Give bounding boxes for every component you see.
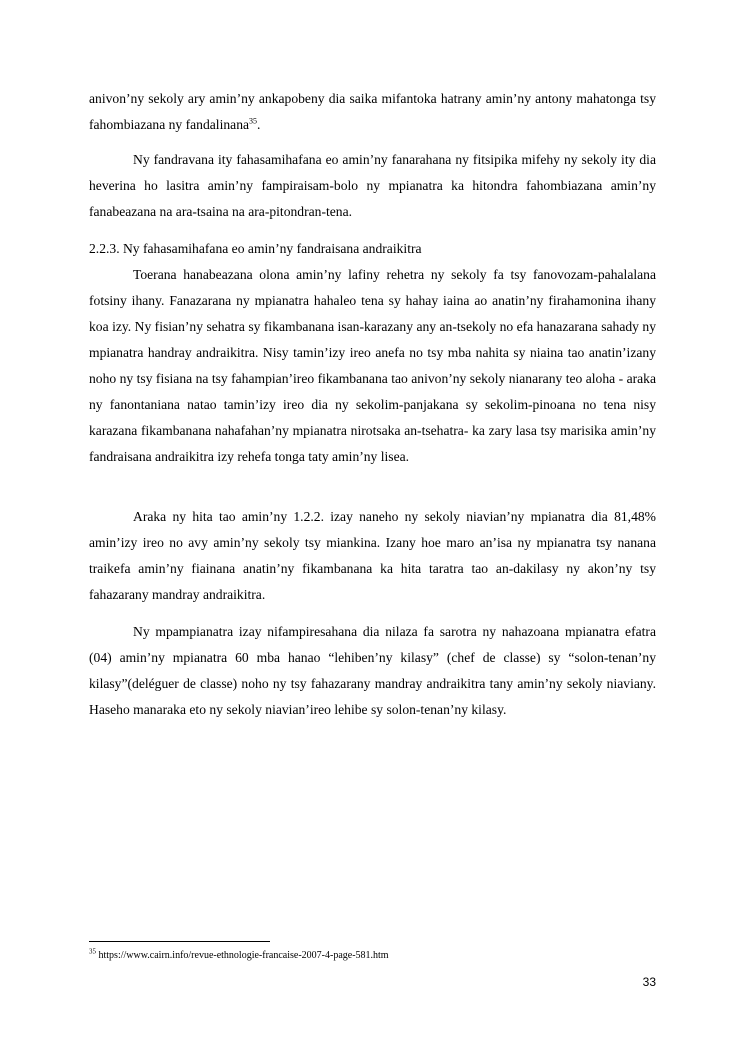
- paragraph-1: [89, 86, 656, 138]
- page-number: 33: [642, 975, 656, 989]
- footnote-link[interactable]: https://www.cairn.info/revue-ethnologie-francaise-2007-4-page-581.htm: [98, 950, 389, 961]
- footnote-reference[interactable]: 35: [249, 116, 258, 126]
- paragraph-1-end: .: [257, 117, 261, 132]
- footnote-number: 35: [89, 947, 96, 956]
- paragraph-4: [89, 504, 656, 608]
- footnote: [89, 949, 389, 963]
- footnote-separator: [89, 941, 270, 942]
- section-2-2-3: [89, 236, 656, 470]
- paragraph-1-body: anivon’ny sekoly ary amin’ny ankapobeny dia saika mifantoka hatrany amin’ny antony mahatonga tsy fahombiazana ny fandalinana: [89, 91, 656, 132]
- paragraph-3-text: Toerana hanabeazana olona amin’ny lafiny rehetra ny sekoly fa tsy fanovozam-pahalalana fotsiny ihany. Fanazarana ny mpianatra hahaleo tena sy hahay iaina ao anatin’ny firahamonina ihany koa izy. Ny fisian’ny sehatra sy fikambanana isan-karazany any an-tsekoly no efa hanazarana sahady ny mpianatra handray andraikitra. Nisy tamin’izy ireo anefa no tsy mba nahita sy niaina tao anatin’izany noho ny tsy fisiana na tsy fahampian’ireo fikambanana tao anivon’ny sekoly nianarany teo aloha - araka ny fanontaniana natao tamin’izy ireo dia ny sekolim-panjakana sy sekolim-pinoana no tena nisy karazana fikambanana nahafahan’ny mpianatra nirotsaka an-tsehatra- ka zary lasa tsy marisika amin’ny fandraisana andraikitra izy rehefa tonga taty amin’ny lisea.: [89, 267, 656, 464]
- paragraph-4-text: Araka ny hita tao amin’ny 1.2.2. izay naneho ny sekoly niavian’ny mpianatra dia 81,48% amin’izy ireo no avy amin’ny sekoly tsy miankina. Izany hoe maro an’isa ny mpianatra tsy nanana traikefa amin’ny fiainana anatin’ny fikambanana ka hita taratra tao an-dakilasy ny akon’ny tsy fahazarany mandray andraikitra.: [89, 509, 656, 602]
- paragraph-1-text: [89, 86, 656, 138]
- paragraph-5: [89, 619, 656, 723]
- paragraph-2: [89, 147, 656, 225]
- section-heading: 2.2.3. Ny fahasamihafana eo amin’ny fandraisana andraikitra: [89, 241, 422, 256]
- paragraph-5-text: Ny mpampianatra izay nifampiresahana dia nilaza fa sarotra ny nahazoana mpianatra efatra (04) amin’ny mpianatra 60 mba hanao “lehiben’ny kilasy” (chef de classe) sy “solon-tenan’ny kilasy”(deléguer de classe) noho ny tsy fahazarany mandray andraikitra tany amin’ny sekoly niaviany. Haseho manaraka eto ny sekoly niavian’ireo lehibe sy solon-tenan’ny kilasy.: [89, 624, 656, 717]
- paragraph-2-text: Ny fandravana ity fahasamihafana eo amin’ny fanarahana ny fitsipika mifehy ny sekoly ity dia heverina ho lasitra amin’ny fampiraisam-bolo ny mpianatra ka hitondra fahombiazana amin’ny fanabeazana na ara-tsaina na ara-pitondran-tena.: [89, 152, 656, 219]
